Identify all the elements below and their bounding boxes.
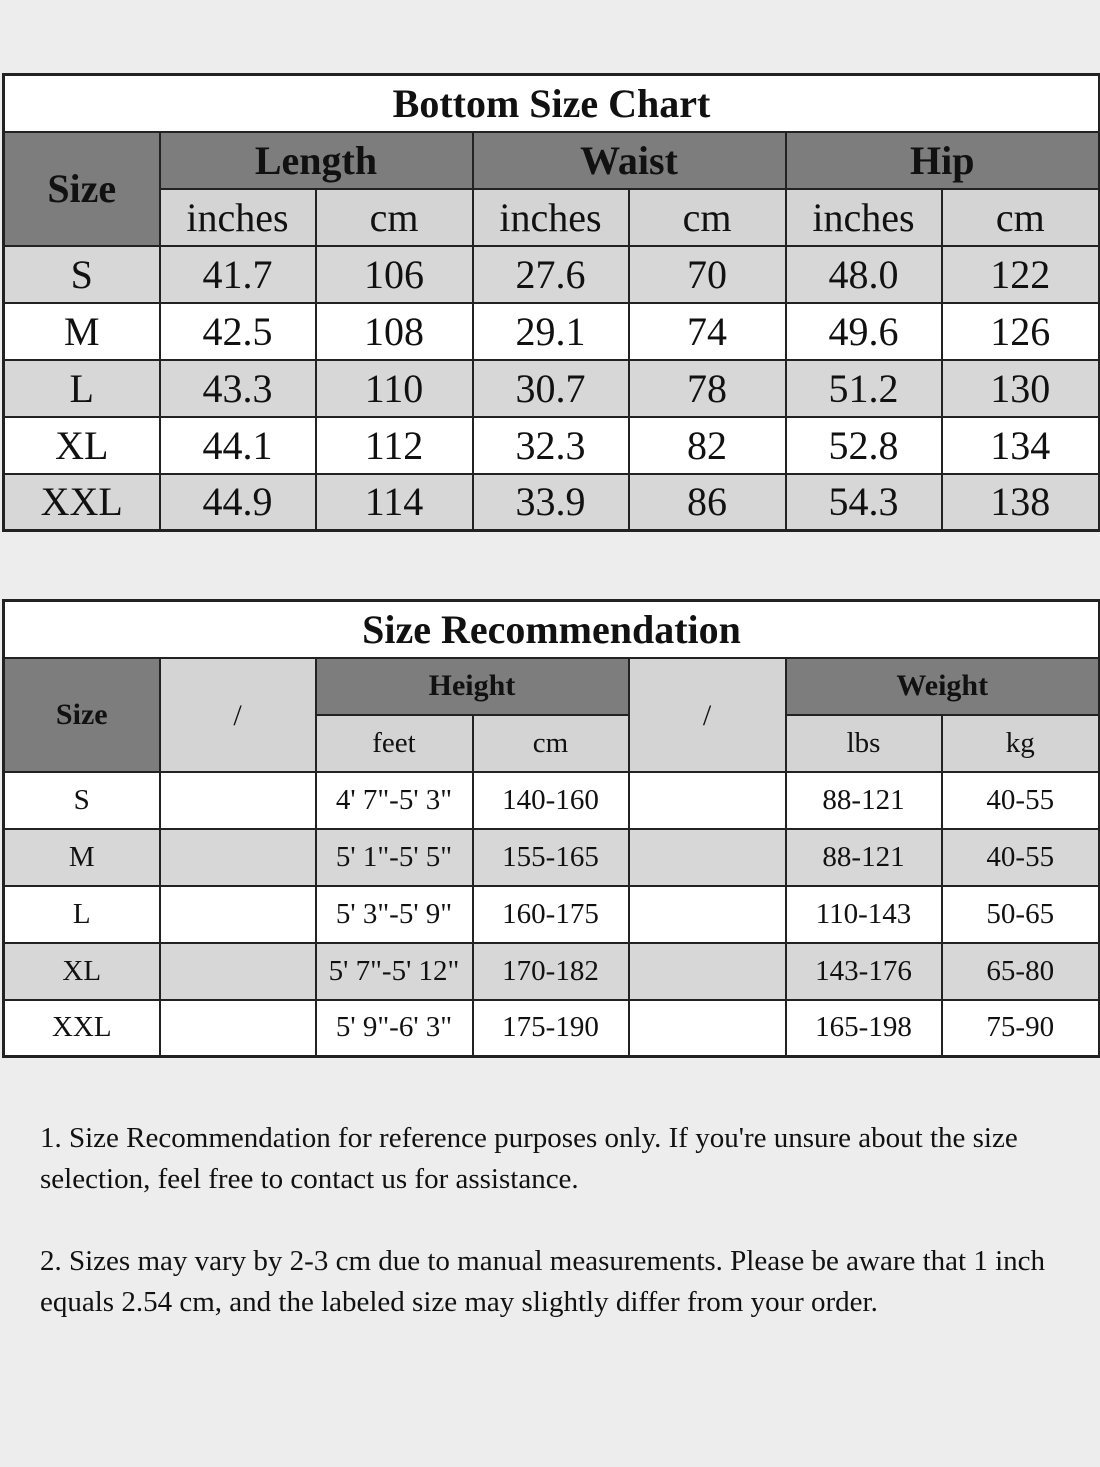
size-cell: XXL — [4, 474, 160, 531]
value-cell: 44.1 — [160, 417, 316, 474]
value-cell: 70 — [629, 246, 786, 303]
value-cell: 122 — [942, 246, 1100, 303]
size-column-header: Size — [4, 132, 160, 246]
value-cell: 138 — [942, 474, 1100, 531]
table-row — [4, 303, 1100, 360]
table-row — [4, 474, 1100, 531]
value-cell: 126 — [942, 303, 1100, 360]
value-cell: 88-121 — [786, 829, 942, 886]
unit-header: inches — [786, 189, 942, 246]
value-cell: 106 — [316, 246, 473, 303]
value-cell: 75-90 — [942, 1000, 1100, 1057]
value-cell — [160, 886, 316, 943]
value-cell — [160, 772, 316, 829]
value-cell: 40-55 — [942, 772, 1100, 829]
value-cell: 114 — [316, 474, 473, 531]
value-cell — [629, 772, 786, 829]
value-cell: 51.2 — [786, 360, 942, 417]
size-cell: M — [4, 829, 160, 886]
value-cell: 5' 7"-5' 12" — [316, 943, 473, 1000]
value-cell: 160-175 — [473, 886, 629, 943]
height-header: Height — [316, 658, 629, 715]
value-cell: 155-165 — [473, 829, 629, 886]
hip-header: Hip — [786, 132, 1100, 189]
unit-header: kg — [942, 715, 1100, 772]
table-row — [4, 772, 1100, 829]
size-column-header: Size — [4, 658, 160, 772]
value-cell: 110-143 — [786, 886, 942, 943]
value-cell — [629, 943, 786, 1000]
table-row — [4, 1000, 1100, 1057]
value-cell: 27.6 — [473, 246, 629, 303]
size-cell: XXL — [4, 1000, 160, 1057]
size-cell: L — [4, 360, 160, 417]
size-cell: XL — [4, 943, 160, 1000]
value-cell: 112 — [316, 417, 473, 474]
value-cell: 165-198 — [786, 1000, 942, 1057]
value-cell — [629, 1000, 786, 1057]
size-recommendation-table — [2, 599, 1100, 1058]
table-row — [4, 829, 1100, 886]
size-cell: S — [4, 772, 160, 829]
unit-header: cm — [629, 189, 786, 246]
unit-header: lbs — [786, 715, 942, 772]
value-cell — [160, 829, 316, 886]
note-reference: 1. Size Recommendation for reference purposes only. If you're unsure about the size selection, feel free to contact us for assistance. — [40, 1122, 1018, 1195]
value-cell — [160, 1000, 316, 1057]
value-cell — [160, 943, 316, 1000]
value-cell: 42.5 — [160, 303, 316, 360]
value-cell: 52.8 — [786, 417, 942, 474]
size-cell: M — [4, 303, 160, 360]
size-cell: XL — [4, 417, 160, 474]
bottom-chart-title: Bottom Size Chart — [4, 75, 1100, 132]
value-cell: 108 — [316, 303, 473, 360]
value-cell: 134 — [942, 417, 1100, 474]
value-cell: 48.0 — [786, 246, 942, 303]
table-row — [4, 417, 1100, 474]
value-cell: 32.3 — [473, 417, 629, 474]
unit-header: feet — [316, 715, 473, 772]
size-cell: S — [4, 246, 160, 303]
value-cell: 5' 1"-5' 5" — [316, 829, 473, 886]
value-cell: 74 — [629, 303, 786, 360]
value-cell: 33.9 — [473, 474, 629, 531]
length-header: Length — [160, 132, 473, 189]
value-cell: 44.9 — [160, 474, 316, 531]
table-row — [4, 886, 1100, 943]
unit-header: cm — [942, 189, 1100, 246]
value-cell: 50-65 — [942, 886, 1100, 943]
note-measurement: 2. Sizes may vary by 2-3 cm due to manual measurements. Please be aware that 1 inch equals 2.54 cm, and the labeled size may slightly differ from your order. — [40, 1245, 1046, 1318]
value-cell: 4' 7"-5' 3" — [316, 772, 473, 829]
value-cell: 86 — [629, 474, 786, 531]
table-row — [4, 943, 1100, 1000]
weight-header: Weight — [786, 658, 1100, 715]
value-cell: 78 — [629, 360, 786, 417]
unit-header: cm — [473, 715, 629, 772]
value-cell: 49.6 — [786, 303, 942, 360]
value-cell: 88-121 — [786, 772, 942, 829]
bottom-size-chart — [2, 73, 1100, 532]
value-cell — [629, 886, 786, 943]
value-cell: 65-80 — [942, 943, 1100, 1000]
value-cell: 41.7 — [160, 246, 316, 303]
recommendation-title: Size Recommendation — [4, 601, 1100, 658]
table-row — [4, 246, 1100, 303]
value-cell: 130 — [942, 360, 1100, 417]
unit-header: inches — [160, 189, 316, 246]
value-cell: 30.7 — [473, 360, 629, 417]
value-cell: 40-55 — [942, 829, 1100, 886]
value-cell: 143-176 — [786, 943, 942, 1000]
value-cell: 54.3 — [786, 474, 942, 531]
value-cell — [629, 829, 786, 886]
slash-header: / — [629, 658, 786, 772]
value-cell: 175-190 — [473, 1000, 629, 1057]
waist-header: Waist — [473, 132, 786, 189]
value-cell: 5' 9"-6' 3" — [316, 1000, 473, 1057]
size-cell: L — [4, 886, 160, 943]
slash-header: / — [160, 658, 316, 772]
value-cell: 82 — [629, 417, 786, 474]
value-cell: 43.3 — [160, 360, 316, 417]
value-cell: 110 — [316, 360, 473, 417]
unit-header: inches — [473, 189, 629, 246]
value-cell: 140-160 — [473, 772, 629, 829]
table-row — [4, 360, 1100, 417]
value-cell: 29.1 — [473, 303, 629, 360]
value-cell: 5' 3"-5' 9" — [316, 886, 473, 943]
unit-header: cm — [316, 189, 473, 246]
value-cell: 170-182 — [473, 943, 629, 1000]
